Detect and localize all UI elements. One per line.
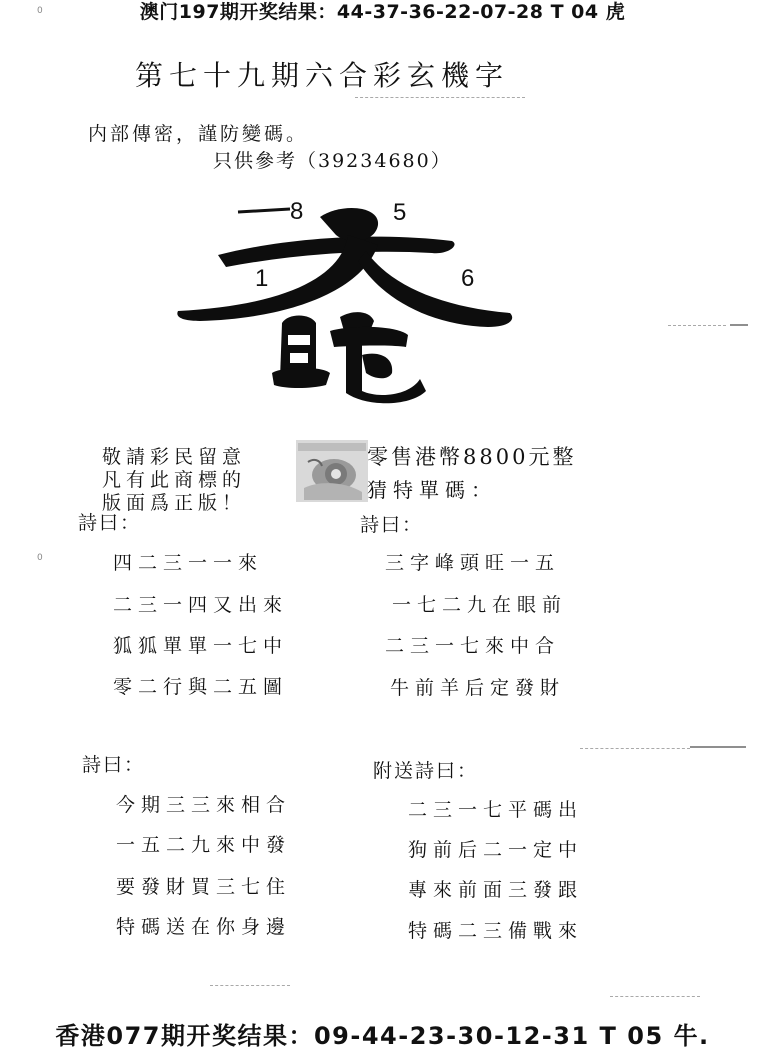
poem-1-line-4: 零二行與二五圖 <box>113 676 289 698</box>
logo-number-1: 1 <box>255 265 269 292</box>
calligraphy-logo <box>170 195 550 405</box>
scan-artifact <box>668 325 726 327</box>
top-result-header: 澳门197期开奖结果：44-37-36-22-07-28 T 04 虎 <box>139 1 626 23</box>
trademark-stamp-icon <box>296 440 368 502</box>
poem-4-line-2: 狗前后二一定中 <box>408 839 584 861</box>
poem-3-line-3: 要發財買三七住 <box>116 876 292 898</box>
notice-left-line-1: 敬請彩民留意 <box>102 446 247 468</box>
notice-price: 零售港幣8800元整 <box>367 445 577 469</box>
notice-left-line-3: 版面爲正版！ <box>102 492 247 514</box>
page-title: 第七十九期六合彩玄機字 <box>135 59 510 92</box>
poem-1-line-2: 二三一四又出來 <box>113 594 289 616</box>
calligraphy-brush-icon <box>170 195 550 405</box>
poem-1-line-3: 狐狐單單一七中 <box>113 635 289 657</box>
poem-4-label: 附送詩曰： <box>373 760 479 782</box>
scan-artifact <box>580 748 690 750</box>
poem-1-line-1: 四二三一一來 <box>113 552 264 574</box>
poem-1-label: 詩曰： <box>78 512 142 534</box>
bottom-result-header: 香港077期开奖结果：09-44-23-30-12-31 T 05 牛. <box>55 1022 710 1050</box>
corner-mark: 0 <box>37 6 43 16</box>
logo-number-6: 6 <box>461 265 475 292</box>
scan-artifact <box>610 996 700 998</box>
poem-2-line-2: 一七二九在眼前 <box>392 594 568 616</box>
logo-number-8: 8 <box>290 198 304 225</box>
side-mark: 0 <box>37 553 43 563</box>
poem-3-line-4: 特碼送在你身邊 <box>116 916 292 938</box>
notice-left-line-2: 凡有此商標的 <box>102 469 247 491</box>
poem-2-line-4: 牛前羊后定發財 <box>390 677 566 699</box>
intro-line-reference: 只供參考（39234680） <box>213 150 452 172</box>
scan-artifact <box>690 746 746 748</box>
scan-artifact <box>355 97 525 99</box>
scan-artifact <box>210 985 290 987</box>
poem-4-line-3: 專來前面三發跟 <box>408 879 584 901</box>
intro-line-secret: 内部傳密，謹防變碼。 <box>88 123 309 145</box>
poem-3-label: 詩曰： <box>82 754 146 776</box>
scan-artifact <box>730 324 748 326</box>
poem-4-line-4: 特碼二三備戰來 <box>408 920 584 942</box>
notice-guess-special: 猜特單碼： <box>367 478 497 502</box>
logo-number-5: 5 <box>393 199 407 226</box>
poem-3-line-2: 一五二九來中發 <box>116 834 292 856</box>
poem-4-line-1: 二三一七平碼出 <box>408 799 584 821</box>
poem-2-line-1: 三字峰頭旺一五 <box>385 552 561 574</box>
poem-2-line-3: 二三一七來中合 <box>385 635 561 657</box>
poem-3-line-1: 今期三三來相合 <box>116 794 292 816</box>
poem-2-label: 詩曰： <box>360 514 424 536</box>
